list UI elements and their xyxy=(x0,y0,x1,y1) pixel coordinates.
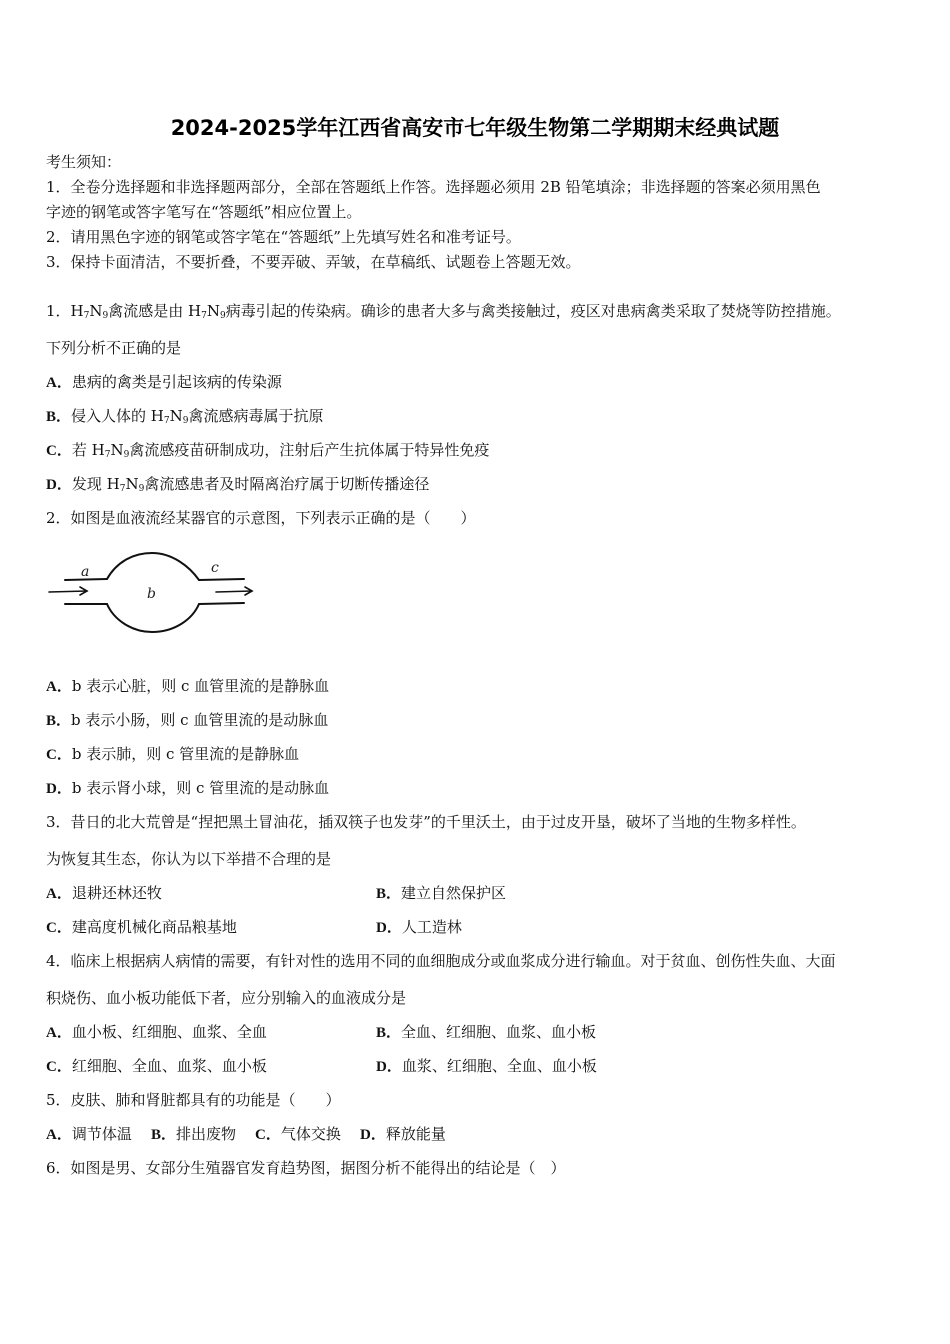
question-2-option-c[interactable]: C．b 表示肺，则 c 管里流的是静脉血 xyxy=(46,745,300,763)
question-2-stem: 2．如图是血液流经某器官的示意图，下列表示正确的是（ ） xyxy=(46,509,476,527)
question-3-option-b[interactable]: B．建立自然保护区 xyxy=(376,884,507,902)
question-5-option-d[interactable]: D．释放能量 xyxy=(359,1125,446,1143)
question-4-option-a[interactable]: A．血小板、红细胞、血浆、全血 xyxy=(46,1023,267,1041)
question-number: 1． xyxy=(46,302,71,320)
question-4-stem-line2: 积烧伤、血小板功能低下者，应分别输入的血液成分是 xyxy=(46,989,407,1007)
question-2-option-a[interactable]: A．b 表示心脏，则 c 血管里流的是静脉血 xyxy=(46,677,330,695)
question-5-option-a[interactable]: A．调节体温 xyxy=(46,1125,132,1143)
question-1-stem-line2: 下列分析不正确的是 xyxy=(46,339,182,357)
blood-flow-organ-diagram xyxy=(44,548,264,643)
question-2-option-b[interactable]: B．b 表示小肠，则 c 血管里流的是动脉血 xyxy=(46,711,329,729)
question-3-option-a[interactable]: A．退耕还林还牧 xyxy=(46,884,162,902)
question-4-option-d[interactable]: D．血浆、红细胞、全血、血小板 xyxy=(376,1057,597,1075)
question-number: 5． xyxy=(46,1091,71,1109)
question-4-options-row1 xyxy=(46,1022,906,1043)
question-4-options-row2 xyxy=(46,1056,906,1077)
question-number: 2． xyxy=(46,509,71,527)
question-2-option-d[interactable]: D．b 表示肾小球，则 c 管里流的是动脉血 xyxy=(46,779,330,797)
notice-item: 字迹的钢笔或答字笔写在“答题纸”相应位置上。 xyxy=(46,203,362,221)
question-5-option-c[interactable]: C．气体交换 xyxy=(255,1125,341,1143)
question-5-stem: 5．皮肤、肺和肾脏都具有的功能是（ ） xyxy=(46,1091,341,1109)
question-1-option-b[interactable]: B．侵入人体的 $H_7N_9$禽流感病毒属于抗原 xyxy=(46,407,324,426)
question-number: 6． xyxy=(46,1159,71,1177)
page-title: 2024-2025学年江西省高安市七年级生物第二学期期末经典试题 xyxy=(170,116,780,140)
question-4-stem: 4．临床上根据病人病情的需要，有针对性的选用不同的血细胞成分或血浆成分进行输血。对于贫血、创伤性失血、大面 xyxy=(46,952,836,970)
question-6-stem: 6．如图是男、女部分生殖器官发育趋势图，据图分析不能得出的结论是（ ） xyxy=(46,1159,566,1177)
question-3-options-row1 xyxy=(46,883,906,904)
vessel-a-label: a xyxy=(81,564,90,580)
question-number: 3． xyxy=(46,813,71,831)
organ-diagram-svg xyxy=(44,548,264,643)
notice-item: 3．保持卡面清洁，不要折叠，不要弄破、弄皱，在草稿纸、试题卷上答题无效。 xyxy=(46,253,581,271)
question-4-option-c[interactable]: C．红细胞、全血、血浆、血小板 xyxy=(46,1057,267,1075)
notice-heading: 考生须知： xyxy=(46,153,122,171)
notice-item: 1．全卷分选择题和非选择题两部分，全部在答题纸上作答。选择题必须用 2B 铅笔填涂；非选择题的答案必须用黑色 xyxy=(46,178,821,196)
question-3-option-c[interactable]: C．建高度机械化商品粮基地 xyxy=(46,918,237,936)
question-5-options-row xyxy=(46,1124,446,1145)
vessel-c-label: c xyxy=(211,560,219,576)
question-5-option-b[interactable]: B．排出废物 xyxy=(150,1125,236,1143)
question-1-option-d[interactable]: D．发现 $H_7N_9$禽流感患者及时隔离治疗属于切断传播途径 xyxy=(46,475,430,494)
question-3-options-row2 xyxy=(46,917,906,938)
question-3-stem: 3．昔日的北大荒曾是“捏把黑土冒油花，插双筷子也发芽”的千里沃土，由于过皮开垦，破坏了当地的生物多样性。 xyxy=(46,813,806,831)
question-1-stem: 1．$H_7N_9$禽流感是由 $H_7N_9$病毒引起的传染病。确诊的患者大多与禽类接触过，疫区对患病禽类采取了焚烧等防控措施。 xyxy=(46,302,841,321)
question-3-option-d[interactable]: D．人工造林 xyxy=(376,918,462,936)
organ-b-label: b xyxy=(147,586,156,602)
question-3-stem-line2: 为恢复其生态，你认为以下举措不合理的是 xyxy=(46,850,332,868)
question-1-option-c[interactable]: C．若 $H_7N_9$禽流感疫苗研制成功，注射后产生抗体属于特异性免疫 xyxy=(46,441,490,460)
question-1-option-a[interactable]: A．患病的禽类是引起该病的传染源 xyxy=(46,373,282,391)
question-number: 4． xyxy=(46,952,71,970)
question-4-option-b[interactable]: B．全血、红细胞、血浆、血小板 xyxy=(376,1023,597,1041)
notice-item: 2．请用黑色字迹的钢笔或答字笔在“答题纸”上先填写姓名和准考证号。 xyxy=(46,228,521,246)
